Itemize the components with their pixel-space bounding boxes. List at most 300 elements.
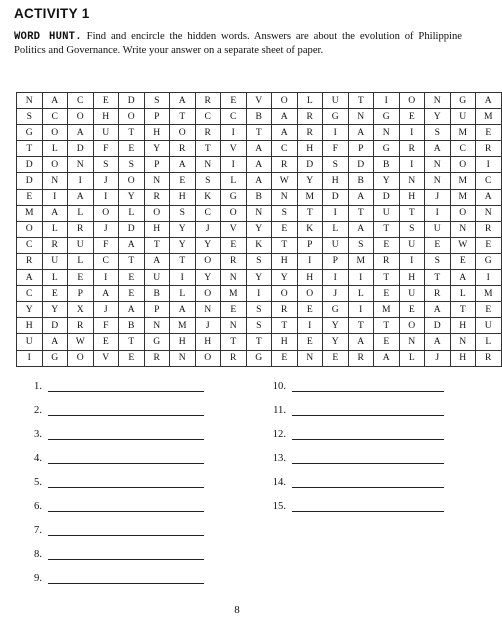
grid-cell: U bbox=[374, 205, 400, 221]
grid-row bbox=[17, 173, 502, 189]
grid-cell: O bbox=[450, 205, 476, 221]
grid-cell: N bbox=[170, 350, 196, 366]
grid-cell: V bbox=[93, 350, 119, 366]
answer-blank-line[interactable] bbox=[292, 380, 444, 392]
grid-cell: U bbox=[68, 237, 94, 253]
grid-cell: S bbox=[425, 253, 451, 269]
grid-cell: O bbox=[93, 205, 119, 221]
grid-cell: U bbox=[425, 221, 451, 237]
grid-cell: U bbox=[399, 286, 425, 302]
grid-cell: N bbox=[221, 318, 247, 334]
grid-cell: G bbox=[450, 93, 476, 109]
grid-cell: E bbox=[297, 334, 323, 350]
grid-cell: K bbox=[297, 221, 323, 237]
grid-cell: T bbox=[374, 221, 400, 237]
grid-cell: A bbox=[272, 125, 298, 141]
grid-cell: A bbox=[144, 253, 170, 269]
grid-cell: D bbox=[348, 157, 374, 173]
grid-cell: O bbox=[17, 221, 43, 237]
grid-cell: D bbox=[68, 141, 94, 157]
grid-cell: I bbox=[348, 302, 374, 318]
grid-cell: R bbox=[195, 93, 221, 109]
grid-cell: A bbox=[246, 157, 272, 173]
grid-cell: J bbox=[93, 173, 119, 189]
answer-number: 2. bbox=[34, 405, 42, 416]
grid-cell: L bbox=[68, 205, 94, 221]
grid-cell: L bbox=[348, 286, 374, 302]
grid-cell: I bbox=[93, 189, 119, 205]
grid-cell: Y bbox=[272, 270, 298, 286]
grid-cell: I bbox=[17, 350, 43, 366]
grid-cell: A bbox=[374, 350, 400, 366]
grid-cell: N bbox=[425, 93, 451, 109]
grid-cell: M bbox=[374, 302, 400, 318]
grid-cell: X bbox=[68, 302, 94, 318]
grid-cell: C bbox=[272, 141, 298, 157]
answer-item bbox=[22, 474, 204, 488]
grid-cell: N bbox=[425, 173, 451, 189]
grid-cell: F bbox=[323, 141, 349, 157]
grid-cell: G bbox=[374, 109, 400, 125]
grid-cell: I bbox=[221, 157, 247, 173]
grid-cell: U bbox=[42, 253, 68, 269]
grid-cell: R bbox=[399, 141, 425, 157]
grid-cell: B bbox=[348, 173, 374, 189]
grid-cell: A bbox=[42, 93, 68, 109]
grid-row bbox=[17, 318, 502, 334]
grid-cell: J bbox=[425, 189, 451, 205]
answer-number: 3. bbox=[34, 429, 42, 440]
grid-cell: E bbox=[119, 270, 145, 286]
grid-cell: B bbox=[374, 157, 400, 173]
grid-cell: R bbox=[297, 125, 323, 141]
grid-cell: E bbox=[170, 173, 196, 189]
grid-cell: N bbox=[348, 109, 374, 125]
answer-number: 15. bbox=[272, 501, 286, 512]
grid-cell: R bbox=[68, 221, 94, 237]
grid-cell: M bbox=[476, 286, 502, 302]
grid-cell: C bbox=[93, 253, 119, 269]
grid-cell: N bbox=[195, 302, 221, 318]
grid-cell: E bbox=[425, 237, 451, 253]
grid-cell: T bbox=[374, 318, 400, 334]
grid-cell: E bbox=[119, 286, 145, 302]
grid-cell: O bbox=[272, 93, 298, 109]
grid-cell: H bbox=[297, 141, 323, 157]
answer-number: 7. bbox=[34, 525, 42, 536]
answer-blank-line[interactable] bbox=[48, 524, 204, 536]
grid-cell: D bbox=[119, 93, 145, 109]
answer-item bbox=[22, 450, 204, 464]
grid-cell: A bbox=[42, 334, 68, 350]
grid-row bbox=[17, 253, 502, 269]
grid-cell: M bbox=[221, 286, 247, 302]
grid-cell: A bbox=[246, 173, 272, 189]
grid-cell: B bbox=[246, 189, 272, 205]
grid-cell: E bbox=[42, 286, 68, 302]
answer-item bbox=[22, 498, 204, 512]
grid-cell: L bbox=[323, 221, 349, 237]
grid-cell: R bbox=[144, 350, 170, 366]
grid-row bbox=[17, 286, 502, 302]
grid-cell: J bbox=[425, 350, 451, 366]
grid-cell: C bbox=[42, 109, 68, 125]
answer-number: 10. bbox=[272, 381, 286, 392]
grid-cell: O bbox=[399, 318, 425, 334]
grid-cell: I bbox=[246, 286, 272, 302]
grid-cell: A bbox=[476, 93, 502, 109]
grid-cell: I bbox=[399, 157, 425, 173]
grid-cell: Y bbox=[374, 173, 400, 189]
grid-cell: O bbox=[195, 350, 221, 366]
grid-cell: T bbox=[399, 205, 425, 221]
grid-cell: H bbox=[17, 318, 43, 334]
answer-item bbox=[254, 378, 444, 392]
grid-cell: I bbox=[323, 205, 349, 221]
grid-cell: I bbox=[93, 270, 119, 286]
grid-cell: L bbox=[399, 350, 425, 366]
grid-cell: E bbox=[221, 237, 247, 253]
grid-cell: F bbox=[93, 237, 119, 253]
grid-cell: O bbox=[297, 286, 323, 302]
answer-item bbox=[254, 426, 444, 440]
grid-cell: E bbox=[323, 350, 349, 366]
grid-cell: D bbox=[17, 173, 43, 189]
grid-cell: E bbox=[399, 302, 425, 318]
grid-cell: N bbox=[399, 334, 425, 350]
grid-row bbox=[17, 302, 502, 318]
grid-cell: Y bbox=[297, 173, 323, 189]
answer-blank-line[interactable] bbox=[292, 404, 444, 416]
grid-cell: E bbox=[272, 350, 298, 366]
grid-cell: L bbox=[42, 221, 68, 237]
grid-row bbox=[17, 189, 502, 205]
grid-cell: T bbox=[17, 141, 43, 157]
grid-cell: W bbox=[272, 173, 298, 189]
answer-blank-line[interactable] bbox=[48, 428, 204, 440]
grid-cell: A bbox=[272, 109, 298, 125]
grid-cell: S bbox=[170, 205, 196, 221]
grid-cell: T bbox=[374, 270, 400, 286]
grid-cell: O bbox=[450, 157, 476, 173]
grid-cell: H bbox=[170, 189, 196, 205]
grid-cell: O bbox=[119, 173, 145, 189]
grid-cell: H bbox=[399, 270, 425, 286]
grid-row bbox=[17, 109, 502, 125]
grid-cell: D bbox=[374, 189, 400, 205]
grid-cell: C bbox=[221, 109, 247, 125]
grid-cell: J bbox=[93, 221, 119, 237]
grid-cell: H bbox=[170, 334, 196, 350]
grid-cell: M bbox=[348, 253, 374, 269]
grid-cell: T bbox=[246, 125, 272, 141]
grid-cell: E bbox=[221, 93, 247, 109]
grid-row bbox=[17, 334, 502, 350]
grid-cell: A bbox=[425, 302, 451, 318]
grid-cell: O bbox=[195, 253, 221, 269]
grid-cell: O bbox=[68, 109, 94, 125]
grid-cell: U bbox=[399, 237, 425, 253]
grid-cell: H bbox=[450, 318, 476, 334]
grid-cell: I bbox=[425, 205, 451, 221]
answer-blank-line[interactable] bbox=[292, 428, 444, 440]
answer-blank-line[interactable] bbox=[48, 452, 204, 464]
answer-blank-line[interactable] bbox=[292, 476, 444, 488]
grid-cell: F bbox=[93, 318, 119, 334]
grid-cell: L bbox=[42, 270, 68, 286]
grid-row bbox=[17, 125, 502, 141]
grid-cell: N bbox=[246, 205, 272, 221]
grid-cell: A bbox=[68, 125, 94, 141]
grid-cell: M bbox=[450, 125, 476, 141]
grid-cell: U bbox=[144, 270, 170, 286]
grid-cell: D bbox=[17, 157, 43, 173]
grid-cell: M bbox=[297, 189, 323, 205]
grid-cell: C bbox=[68, 93, 94, 109]
instructions-text: Find and encircle the hidden words. Answers are about the evolution of Philippine Politics and Governance. Write your answer on a separate sheet of paper. bbox=[14, 31, 462, 57]
grid-cell: U bbox=[17, 334, 43, 350]
grid-cell: N bbox=[42, 173, 68, 189]
grid-cell: I bbox=[323, 125, 349, 141]
word-search-grid bbox=[16, 92, 502, 367]
grid-cell: A bbox=[119, 237, 145, 253]
grid-cell: L bbox=[42, 141, 68, 157]
grid-cell: M bbox=[170, 318, 196, 334]
grid-cell: P bbox=[68, 286, 94, 302]
grid-cell: L bbox=[119, 205, 145, 221]
answer-item bbox=[22, 378, 204, 392]
grid-cell: Y bbox=[195, 270, 221, 286]
grid-cell: S bbox=[246, 253, 272, 269]
grid-cell: Y bbox=[119, 189, 145, 205]
grid-cell: J bbox=[93, 302, 119, 318]
grid-cell: T bbox=[297, 205, 323, 221]
answer-item bbox=[22, 570, 204, 584]
grid-cell: R bbox=[68, 318, 94, 334]
grid-row bbox=[17, 141, 502, 157]
grid-cell: Y bbox=[17, 302, 43, 318]
grid-cell: I bbox=[399, 125, 425, 141]
grid-cell: Y bbox=[170, 237, 196, 253]
grid-cell: H bbox=[450, 350, 476, 366]
grid-cell: D bbox=[323, 189, 349, 205]
answer-blank-line[interactable] bbox=[48, 500, 204, 512]
grid-cell: T bbox=[272, 237, 298, 253]
grid-cell: U bbox=[450, 109, 476, 125]
grid-cell: S bbox=[425, 125, 451, 141]
grid-cell: G bbox=[221, 189, 247, 205]
grid-cell: R bbox=[221, 350, 247, 366]
answer-blank-line[interactable] bbox=[48, 548, 204, 560]
answer-blank-line[interactable] bbox=[292, 452, 444, 464]
grid-cell: N bbox=[144, 173, 170, 189]
grid-cell: C bbox=[195, 109, 221, 125]
grid-cell: R bbox=[476, 350, 502, 366]
answer-blank-line[interactable] bbox=[292, 500, 444, 512]
grid-cell: A bbox=[170, 157, 196, 173]
grid-cell: A bbox=[476, 189, 502, 205]
grid-cell: I bbox=[348, 270, 374, 286]
grid-cell: F bbox=[93, 141, 119, 157]
grid-cell: R bbox=[297, 109, 323, 125]
grid-cell: R bbox=[476, 221, 502, 237]
answer-blank-line[interactable] bbox=[48, 476, 204, 488]
grid-cell: Y bbox=[144, 141, 170, 157]
grid-cell: E bbox=[272, 221, 298, 237]
grid-cell: Y bbox=[246, 221, 272, 237]
answer-item bbox=[254, 474, 444, 488]
grid-cell: E bbox=[374, 286, 400, 302]
grid-cell: G bbox=[17, 125, 43, 141]
grid-cell: L bbox=[297, 93, 323, 109]
answer-number: 14. bbox=[272, 477, 286, 488]
answer-blank-line[interactable] bbox=[48, 404, 204, 416]
grid-cell: R bbox=[272, 302, 298, 318]
grid-cell: A bbox=[348, 189, 374, 205]
grid-cell: T bbox=[144, 237, 170, 253]
grid-cell: Y bbox=[246, 270, 272, 286]
answer-number: 4. bbox=[34, 453, 42, 464]
grid-cell: N bbox=[450, 221, 476, 237]
grid-cell: H bbox=[272, 253, 298, 269]
grid-cell: E bbox=[93, 334, 119, 350]
grid-cell: I bbox=[68, 173, 94, 189]
grid-cell: I bbox=[374, 93, 400, 109]
answer-item bbox=[22, 402, 204, 416]
grid-cell: S bbox=[144, 93, 170, 109]
grid-cell: R bbox=[374, 253, 400, 269]
grid-cell: T bbox=[272, 318, 298, 334]
grid-cell: G bbox=[323, 302, 349, 318]
grid-cell: A bbox=[348, 334, 374, 350]
grid-cell: L bbox=[170, 286, 196, 302]
grid-cell: R bbox=[144, 189, 170, 205]
grid-cell: E bbox=[476, 237, 502, 253]
answer-item bbox=[254, 450, 444, 464]
grid-cell: Y bbox=[42, 302, 68, 318]
grid-cell: E bbox=[119, 141, 145, 157]
grid-cell: J bbox=[195, 221, 221, 237]
grid-cell: N bbox=[399, 173, 425, 189]
grid-cell: N bbox=[272, 189, 298, 205]
grid-cell: W bbox=[68, 334, 94, 350]
activity-title: ACTIVITY 1 bbox=[14, 6, 90, 21]
grid-cell: S bbox=[246, 318, 272, 334]
grid-row bbox=[17, 205, 502, 221]
grid-cell: G bbox=[144, 334, 170, 350]
grid-cell: P bbox=[144, 109, 170, 125]
grid-cell: S bbox=[17, 109, 43, 125]
grid-cell: P bbox=[348, 141, 374, 157]
grid-cell: T bbox=[348, 93, 374, 109]
grid-cell: A bbox=[348, 221, 374, 237]
grid-cell: E bbox=[476, 125, 502, 141]
grid-cell: U bbox=[93, 125, 119, 141]
grid-cell: T bbox=[119, 334, 145, 350]
grid-cell: T bbox=[119, 253, 145, 269]
grid-cell: A bbox=[119, 302, 145, 318]
grid-cell: R bbox=[17, 253, 43, 269]
grid-cell: S bbox=[348, 237, 374, 253]
grid-row bbox=[17, 270, 502, 286]
grid-cell: A bbox=[93, 286, 119, 302]
grid-cell: I bbox=[476, 157, 502, 173]
grid-cell: G bbox=[374, 141, 400, 157]
grid-cell: N bbox=[17, 93, 43, 109]
grid-cell: E bbox=[476, 302, 502, 318]
grid-cell: A bbox=[450, 270, 476, 286]
answer-number: 1. bbox=[34, 381, 42, 392]
grid-cell: B bbox=[246, 109, 272, 125]
grid-cell: M bbox=[450, 173, 476, 189]
grid-cell: T bbox=[246, 334, 272, 350]
answer-blank-line[interactable] bbox=[48, 572, 204, 584]
answer-number: 5. bbox=[34, 477, 42, 488]
answer-item bbox=[22, 426, 204, 440]
grid-cell: A bbox=[170, 302, 196, 318]
answer-blank-line[interactable] bbox=[48, 380, 204, 392]
page-number: 8 bbox=[234, 604, 240, 616]
grid-cell: E bbox=[17, 189, 43, 205]
grid-cell: E bbox=[221, 302, 247, 318]
grid-cell: T bbox=[425, 270, 451, 286]
grid-cell: U bbox=[323, 93, 349, 109]
grid-cell: A bbox=[425, 141, 451, 157]
grid-cell: H bbox=[323, 173, 349, 189]
grid-cell: D bbox=[425, 318, 451, 334]
grid-cell: N bbox=[476, 205, 502, 221]
grid-cell: V bbox=[246, 93, 272, 109]
grid-cell: A bbox=[42, 205, 68, 221]
grid-cell: G bbox=[476, 253, 502, 269]
grid-cell: H bbox=[93, 109, 119, 125]
grid-cell: R bbox=[425, 286, 451, 302]
grid-cell: I bbox=[476, 270, 502, 286]
grid-cell: O bbox=[119, 109, 145, 125]
grid-cell: J bbox=[195, 318, 221, 334]
grid-cell: D bbox=[297, 157, 323, 173]
grid-cell: S bbox=[272, 205, 298, 221]
grid-cell: I bbox=[323, 270, 349, 286]
grid-cell: R bbox=[42, 237, 68, 253]
grid-cell: N bbox=[68, 157, 94, 173]
grid-cell: P bbox=[297, 237, 323, 253]
grid-cell: H bbox=[272, 334, 298, 350]
grid-cell: S bbox=[399, 221, 425, 237]
grid-cell: G bbox=[42, 350, 68, 366]
grid-cell: T bbox=[170, 253, 196, 269]
grid-row bbox=[17, 157, 502, 173]
grid-cell: N bbox=[425, 157, 451, 173]
grid-row bbox=[17, 93, 502, 109]
grid-cell: U bbox=[323, 237, 349, 253]
grid-cell: C bbox=[17, 286, 43, 302]
grid-cell: M bbox=[476, 109, 502, 125]
grid-cell: A bbox=[17, 270, 43, 286]
grid-cell: S bbox=[93, 157, 119, 173]
grid-cell: R bbox=[195, 125, 221, 141]
grid-cell: J bbox=[323, 286, 349, 302]
grid-cell: H bbox=[297, 270, 323, 286]
grid-cell: T bbox=[221, 334, 247, 350]
grid-cell: R bbox=[272, 157, 298, 173]
grid-cell: M bbox=[17, 205, 43, 221]
grid-cell: P bbox=[144, 302, 170, 318]
grid-cell: L bbox=[68, 253, 94, 269]
grid-cell: O bbox=[42, 157, 68, 173]
grid-cell: I bbox=[170, 270, 196, 286]
answer-item bbox=[254, 402, 444, 416]
